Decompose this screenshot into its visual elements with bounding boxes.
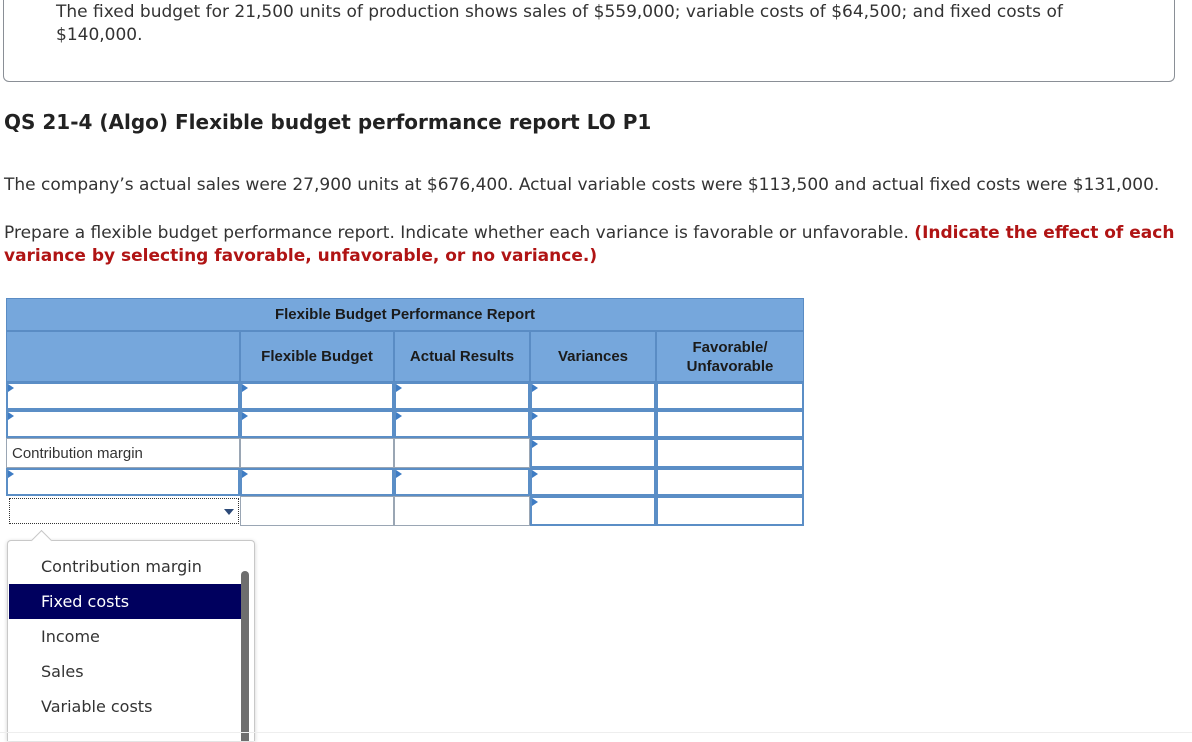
instruction-text: Prepare a flexible budget performance report. Indicate whether each variance is favorable or unfavorable.: [4, 223, 909, 243]
col-header-favorable-line1: Favorable/: [692, 338, 768, 356]
row4-actual-results-input[interactable]: [394, 468, 530, 496]
input-marker-icon: [8, 470, 14, 478]
row2-actual-results-input[interactable]: [394, 410, 530, 438]
intro-text: The fixed budget for 21,500 units of production shows sales of $559,000; variable costs of $64,500; and fixed costs of $140,000.: [56, 2, 1063, 45]
col-header-flexible-budget: Flexible Budget: [240, 331, 394, 382]
question-facts: The company’s actual sales were 27,900 units at $676,400. Actual variable costs were $113,500 and actual fixed costs were $131,000.: [4, 175, 1160, 195]
intro-box: [3, 0, 1175, 82]
input-marker-icon: [532, 412, 538, 420]
row1-favorable-input[interactable]: [656, 382, 804, 410]
report-title: Flexible Budget Performance Report: [6, 298, 804, 331]
row4-label-input[interactable]: [6, 468, 240, 496]
row4-variances-input[interactable]: [530, 468, 656, 496]
input-marker-icon: [532, 384, 538, 392]
performance-report-table: [6, 298, 804, 528]
chevron-down-icon[interactable]: [224, 509, 234, 515]
input-marker-icon: [532, 498, 538, 506]
row5-label-dropdown[interactable]: [9, 498, 239, 524]
input-marker-icon: [396, 384, 402, 392]
input-marker-icon: [532, 470, 538, 478]
row4-flexible-budget-input[interactable]: [240, 468, 394, 496]
row3-flexible-budget-cell: [240, 438, 394, 468]
row1-label-input[interactable]: [6, 382, 240, 410]
menu-option-sales[interactable]: Sales: [41, 662, 84, 681]
menu-option-income[interactable]: Income: [41, 627, 100, 646]
row2-label-input[interactable]: [6, 410, 240, 438]
row1-actual-results-input[interactable]: [394, 382, 530, 410]
col-header-actual-results: Actual Results: [394, 331, 530, 382]
row1-flexible-budget-input[interactable]: [240, 382, 394, 410]
input-marker-icon: [8, 384, 14, 392]
row2-flexible-budget-input[interactable]: [240, 410, 394, 438]
contribution-margin-label: Contribution margin: [6, 438, 240, 468]
row2-variances-input[interactable]: [530, 410, 656, 438]
input-marker-icon: [242, 470, 248, 478]
input-marker-icon: [242, 384, 248, 392]
row3-actual-results-cell: [394, 438, 530, 468]
menu-scrollbar[interactable]: [241, 571, 249, 741]
col-header-favorable-unfavorable: [656, 331, 804, 382]
input-marker-icon: [532, 440, 538, 448]
question-title: QS 21-4 (Algo) Flexible budget performance report LO P1: [4, 110, 652, 134]
menu-option-contribution-margin[interactable]: Contribution margin: [41, 557, 202, 576]
input-marker-icon: [242, 412, 248, 420]
row3-variances-input[interactable]: [530, 438, 656, 468]
row4-favorable-input[interactable]: [656, 468, 804, 496]
row5-actual-results-cell: [394, 496, 530, 526]
input-marker-icon: [8, 412, 14, 420]
menu-option-variable-costs[interactable]: Variable costs: [41, 697, 153, 716]
input-marker-icon: [396, 470, 402, 478]
divider: [0, 732, 1192, 733]
menu-option-fixed-costs[interactable]: Fixed costs: [9, 584, 241, 619]
question-instruction: [4, 222, 1184, 268]
dropdown-menu: [7, 540, 255, 741]
row5-favorable-input[interactable]: [656, 496, 804, 526]
menu-caret: [31, 530, 52, 551]
col-header-variances: Variances: [530, 331, 656, 382]
input-marker-icon: [396, 412, 402, 420]
header-blank-cell: [6, 331, 240, 382]
col-header-favorable-line2: Unfavorable: [686, 357, 774, 375]
row5-flexible-budget-cell: [240, 496, 394, 526]
row1-variances-input[interactable]: [530, 382, 656, 410]
row5-variances-input[interactable]: [530, 496, 656, 526]
row3-favorable-input[interactable]: [656, 438, 804, 468]
row2-favorable-input[interactable]: [656, 410, 804, 438]
instruction-emphasis: (Indicate the effect of each variance by selecting favorable, unfavorable, or no variance.): [4, 223, 1175, 266]
